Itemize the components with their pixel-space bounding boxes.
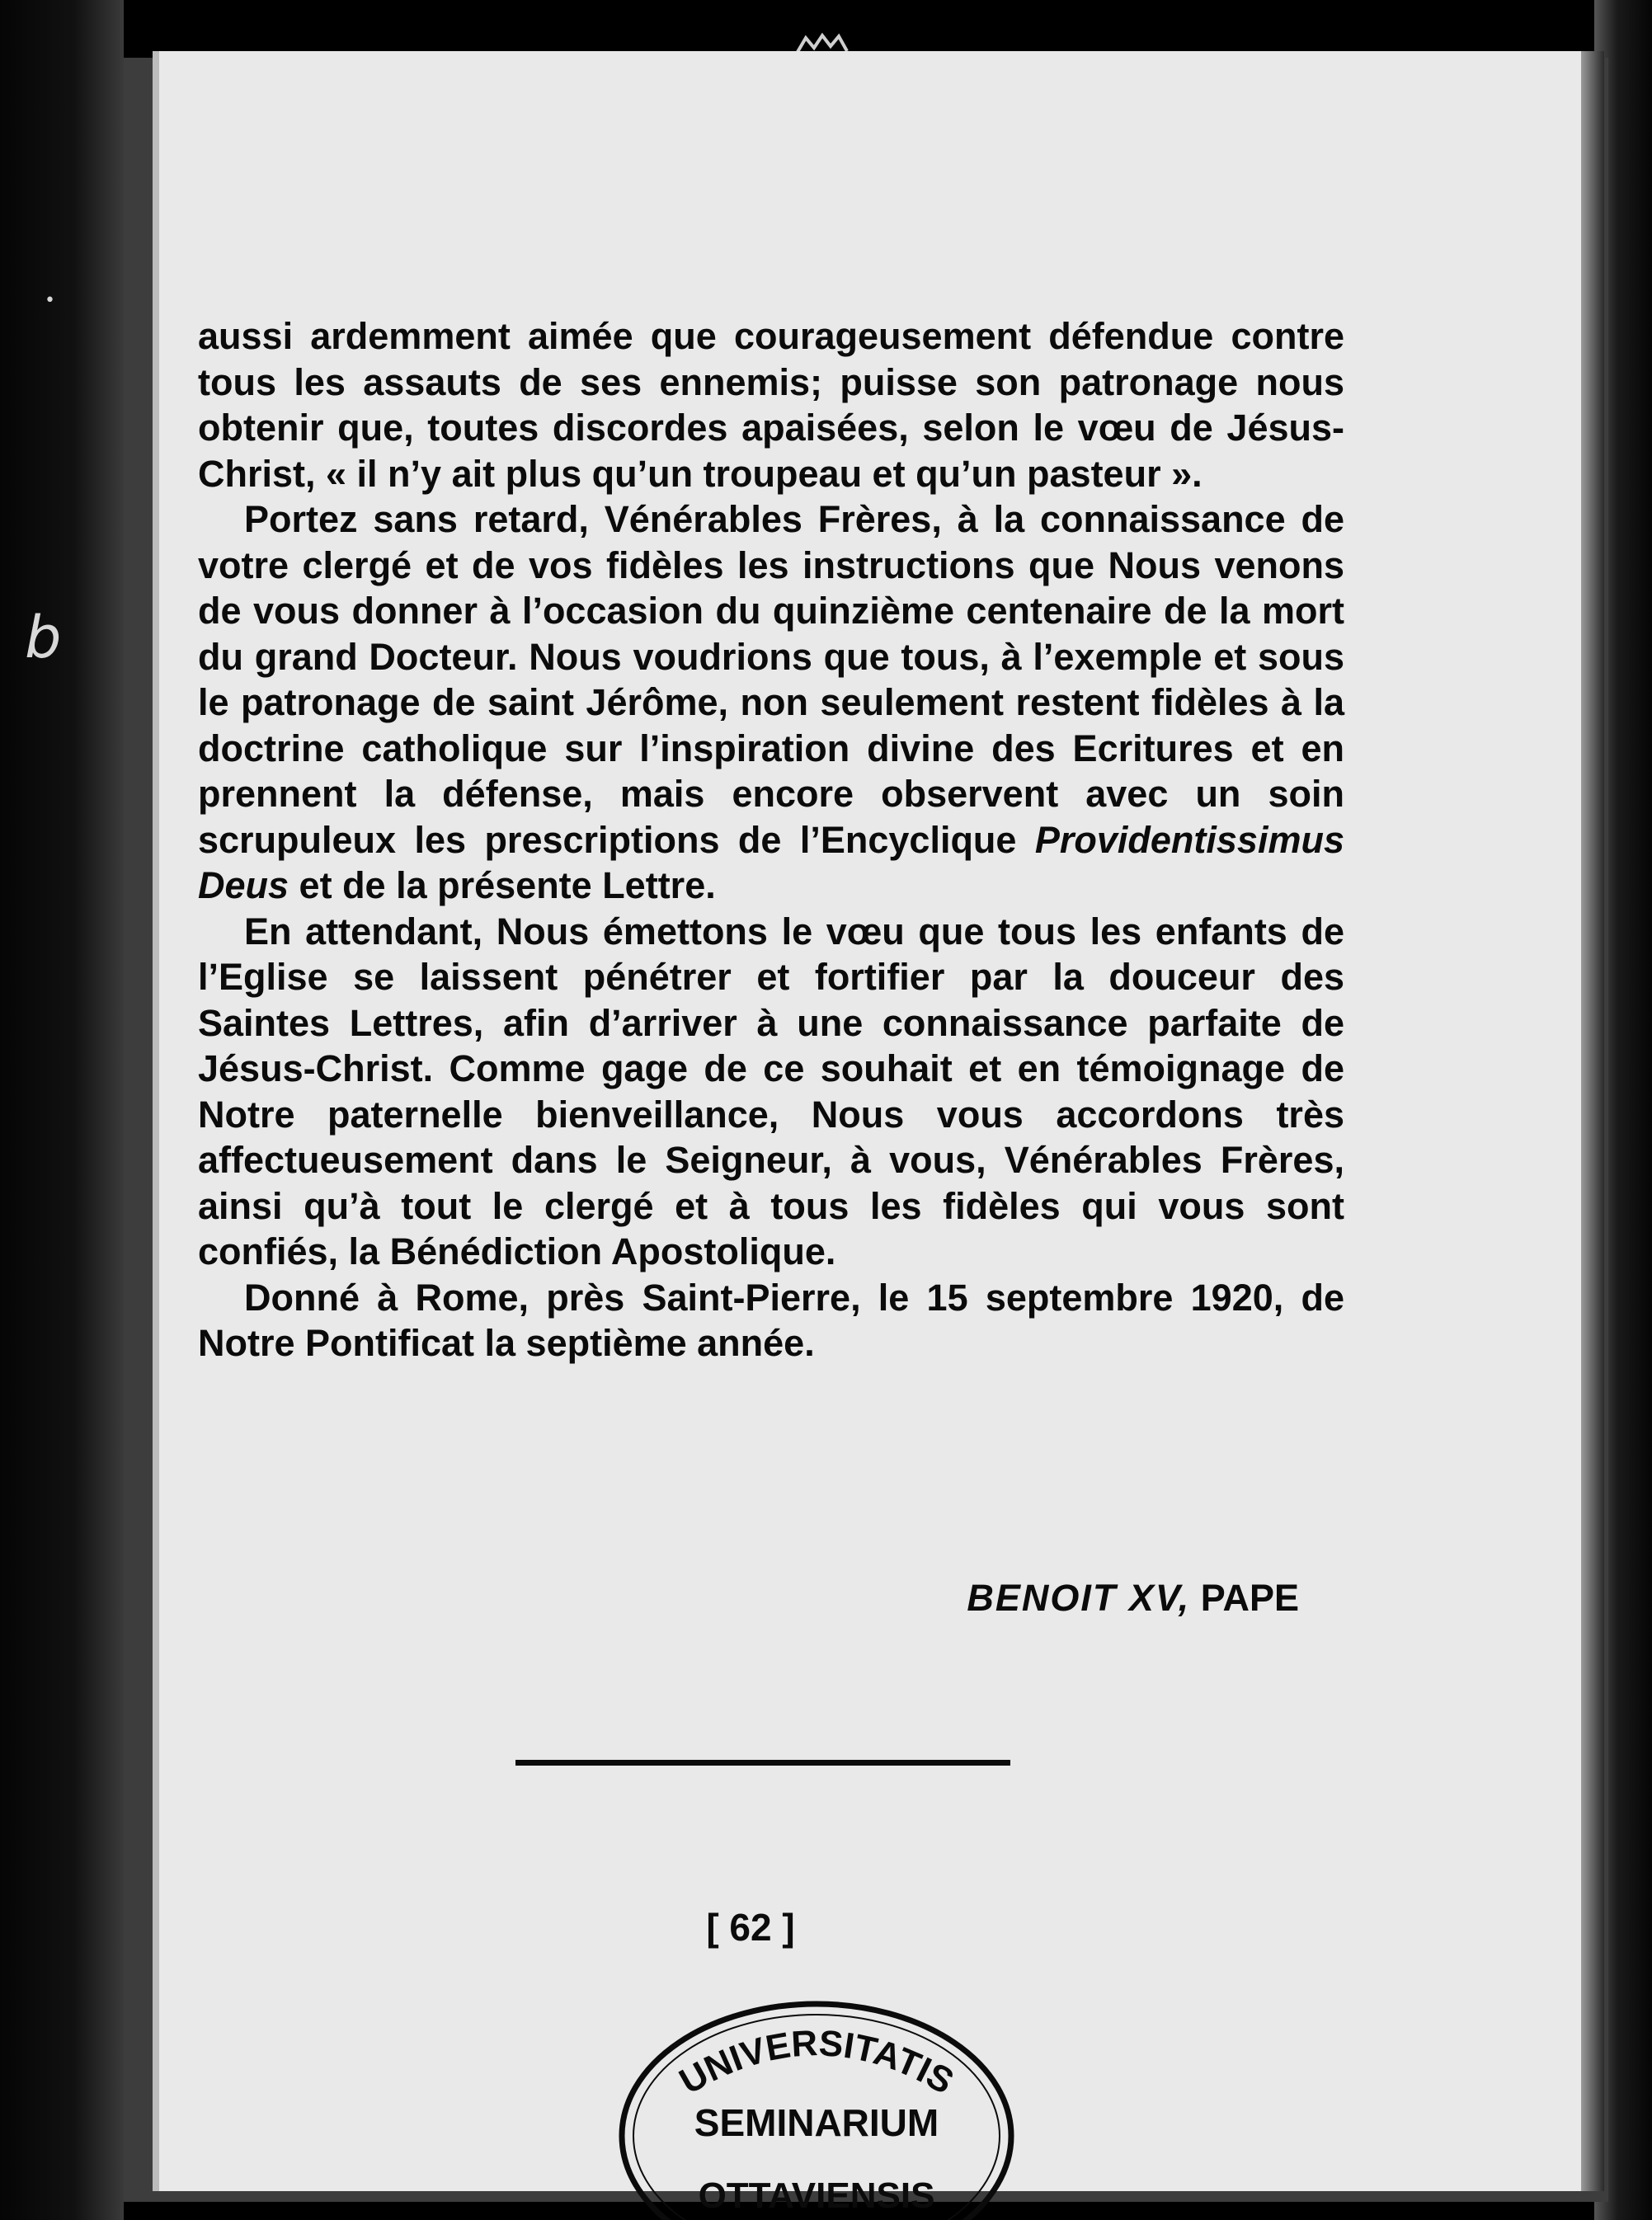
encyclical-title: Providentissimus Deus	[198, 818, 1344, 906]
stamp-line2: SEMINARIUM	[694, 2101, 939, 2144]
library-stamp	[610, 1992, 1023, 2220]
margin-dot: •	[45, 290, 55, 311]
horizontal-rule	[515, 1760, 1010, 1766]
signature-title: PAPE	[1190, 1577, 1299, 1619]
paragraph-3: En attendant, Nous émettons le vœu que tous les enfants de l’Eglise se laissent pénétrer et fortifier par la douceur des Saintes Lettres, afin d’arriver à une connaissance parfaite de Jésus-Christ. Comme gage de ce souhait et en témoignage de Notre paternelle bienveillance, Nous vous accordons très affectueusement dans le Seigneur, à vous, Vénérables Frères, ainsi qu’à tout le clergé et à tous les fidèles qui vous sont confiés, la Bénédiction Apostolique.	[198, 910, 1344, 1272]
page-spine	[1581, 51, 1604, 2191]
document-body	[198, 313, 1344, 1366]
stamp-line3: OTTAVIENSIS	[698, 2175, 935, 2216]
paragraph-2-end: et de la présente Lettre.	[289, 864, 716, 906]
paragraph-2	[198, 496, 1344, 909]
paragraph-4: Donné à Rome, près Saint-Pierre, le 15 septembre 1920, de Notre Pontificat la septième année.	[198, 1276, 1344, 1364]
signature	[825, 1577, 1299, 1620]
paragraph-2-text: Portez sans retard, Vénérables Frères, à la connaissance de votre clergé et de vos fidèles les instructions que Nous venons de vous donner à l’occasion du quinzième centenaire de la mort du grand Docteur. Nous voudrions que tous, à l’exemple et sous le patronage de saint Jérôme, non seulement restent fidèles à la doctrine catholique sur l’inspiration divine des Ecritures et en prennent la défense, mais encore observent avec un soin scrupuleux les prescriptions de l’Encyclique	[198, 498, 1344, 861]
signature-name: BENOIT XV,	[967, 1577, 1191, 1619]
margin-letter: b	[25, 604, 62, 671]
page-number: [ 62 ]	[706, 1906, 795, 1949]
paragraph-1: aussi ardemment aimée que courageusement défendue contre tous les assauts de ses ennemis; puisse son patronage nous obtenir que, toutes discordes apaisées, selon le vœu de Jésus-Christ, « il n’y ait plus qu’un troupeau et qu’un pasteur ».	[198, 315, 1344, 495]
scan-border-left	[0, 0, 124, 2220]
stamp-line1: UNIVERSITATIS	[672, 2023, 961, 2103]
